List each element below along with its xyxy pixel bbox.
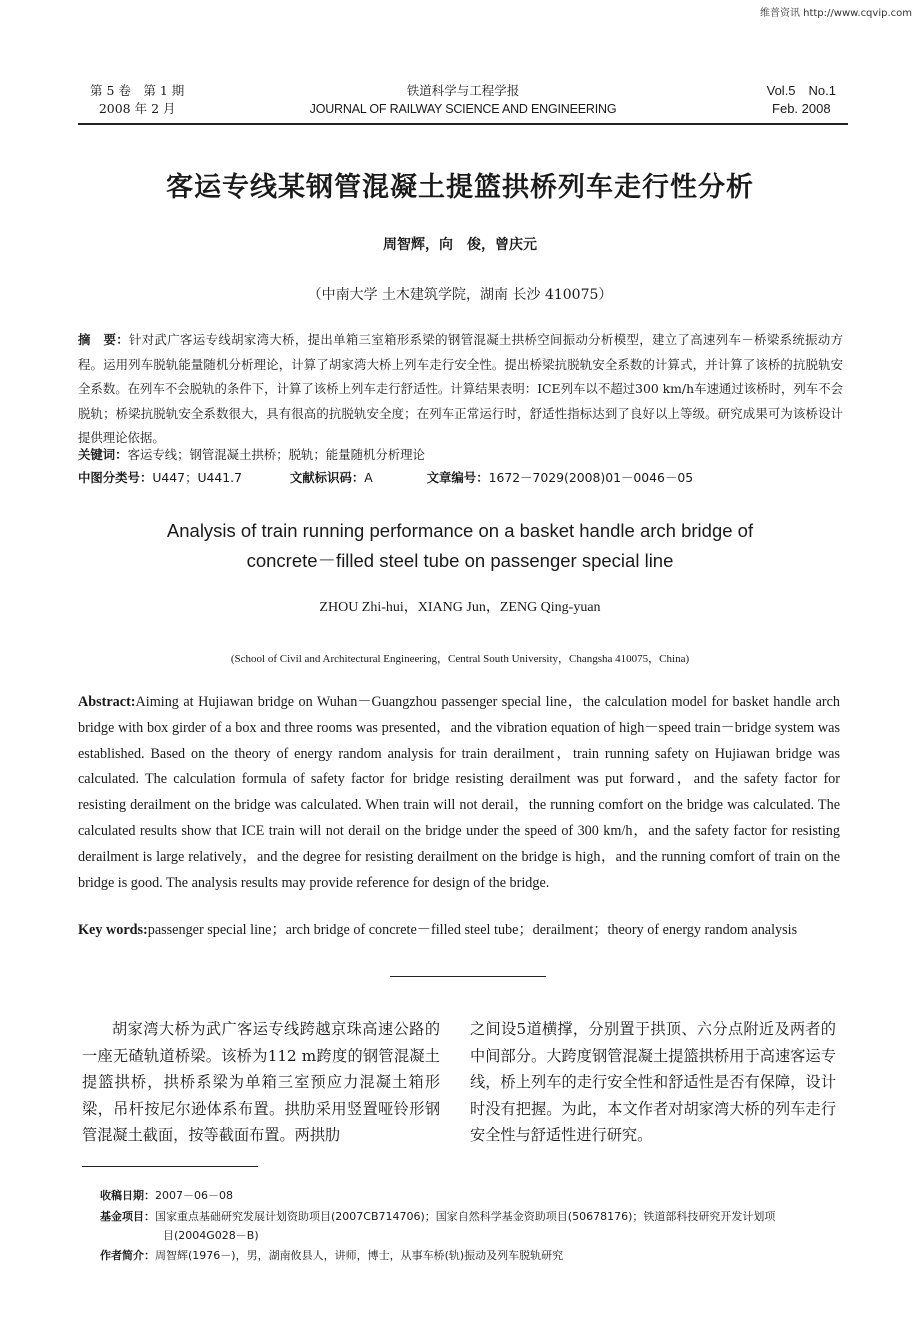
section-divider	[390, 976, 546, 977]
header-rule	[78, 123, 848, 125]
abstract-en-label: Abstract:	[78, 694, 136, 710]
fund-value-line2: 目(2004G028－B)	[163, 1229, 259, 1242]
article-no-label: 文章编号：	[426, 470, 489, 485]
keywords-cn-text: 客运专线；钢管混凝土拱桥；脱轨；能量随机分析理论	[127, 447, 425, 462]
header-center	[78, 82, 848, 118]
running-header	[78, 82, 848, 122]
abstract-en	[78, 690, 840, 896]
doc-code-value: A	[364, 470, 373, 485]
doc-code-label: 文献标识码：	[289, 470, 365, 485]
volume-cn: 第 5 卷 第 1 期	[90, 83, 185, 98]
authors-cn: 周智辉，向 俊，曾庆元	[383, 237, 537, 253]
footnote-author	[100, 1246, 840, 1265]
received-value: 2007－06－08	[155, 1189, 233, 1202]
watermark-url: 维普资讯 http://www.cqvip.com	[759, 8, 912, 19]
abstract-cn-text: 针对武广客运专线胡家湾大桥，提出单箱三室箱形系梁的钢管混凝土拱桥空间振动分析模型，建立了高速列车－桥梁系统振动方程。运用列车脱轨能量随机分析理论，计算了胡家湾大桥上列车走行安全性。提出桥梁抗脱轨安全系数的计算式，并计算了该桥的抗脱轨安全系数。在列车不会脱轨的条件下，计算了该桥上列车走行舒适性。计算结果表明：ICE列车以不超过300 km/h车速通过该桥时，列车不会脱轨；桥梁抗脱轨安全系数很大，具有很高的抗脱轨安全度；在列车正常运行时，舒适性指标达到了良好以上等级。研究成果可为该桥设计提供理论依据。	[78, 332, 844, 445]
abstract-cn	[78, 328, 843, 451]
paper-title-en	[0, 516, 920, 576]
keywords-en-text: passenger special line；arch bridge of concrete－filled steel tube；derailment；theory of energy random analysis	[147, 922, 798, 938]
footnote-rule	[82, 1166, 258, 1167]
journal-name-en: JOURNAL OF RAILWAY SCIENCE AND ENGINEERING	[309, 102, 617, 116]
paper-title-en-line1: Analysis of train running performance on a basket handle arch bridge of	[166, 520, 754, 541]
footnote-received	[100, 1186, 840, 1205]
date-en: Feb. 2008	[772, 101, 831, 116]
date-cn: 2008 年 2 月	[98, 101, 176, 116]
keywords-cn-label: 关键词：	[78, 447, 128, 462]
abstract-cn-label: 摘 要：	[78, 332, 130, 347]
clc-label: 中图分类号：	[78, 470, 153, 485]
affiliation-en: (School of Civil and Architectural Engineering，Central South University，Changsha 410075，China)	[230, 653, 690, 665]
article-no-value: 1672－7029(2008)01－0046－05	[488, 470, 694, 485]
body-column-right: 之间设5道横撑，分别置于拱顶、六分点附近及两者的中间部分。大跨度钢管混凝土提篮拱桥用于高速客运专线，桥上列车的走行安全性和舒适性是否有保障，设计时没有把握。为此，本文作者对胡家湾大桥的列车走行安全性与舒适性进行研究。	[470, 1020, 836, 1144]
footnote-fund	[100, 1207, 840, 1245]
keywords-cn	[78, 445, 425, 465]
authors-en: ZHOU Zhi-hui，XIANG Jun，ZENG Qing-yuan	[319, 600, 601, 615]
clc-value: U447；U441.7	[152, 470, 242, 485]
author-bio-label: 作者简介：	[100, 1249, 155, 1262]
abstract-en-text: Aiming at Hujiawan bridge on Wuhan－Guangzhou passenger special line，the calculation model for basket handle arch bridge with box girder of a box and three rooms was presented，and the vibration equation of high－speed train－bridge system was established. Based on the theory of energy random analysis for train derailment，train running safety on Hujiawan bridge was calculated. The calculation formula of safety factor for bridge resisting derailment was put forward，and the safety factor for resisting derailment on the bridge was calculated. When train will not derail，the running comfort on the bridge was calculated. The calculated results show that ICE train will not derail on the bridge under the speed of 300 km/h，and the safety factor for resisting derailment is large relatively，and the degree for resisting derailment on the bridge is high，and the running comfort of train on the bridge is good. The analysis results may provide reference for design of the bridge.	[78, 694, 840, 891]
received-label: 收稿日期：	[100, 1189, 155, 1202]
paper-title-en-line2: concrete－filled steel tube on passenger special line	[246, 550, 674, 571]
body-column-left: 胡家湾大桥为武广客运专线跨越京珠高速公路的一座无碴轨道桥梁。该桥为112 m跨度的钢管混凝土提篮拱桥，拱桥系梁为单箱三室预应力混凝土箱形梁，吊杆按尼尔逊体系布置。拱肋采用竖置哑铃形钢管混凝土截面，按等截面布置。两拱肋	[82, 1020, 440, 1144]
keywords-en-label: Key words:	[78, 922, 148, 938]
fund-label: 基金项目：	[100, 1210, 155, 1223]
header-right	[767, 82, 836, 118]
keywords-en	[78, 918, 840, 944]
affiliation-cn: （中南大学 土木建筑学院，湖南 长沙 410075）	[307, 287, 613, 303]
volume-en: Vol.5 No.1	[766, 83, 836, 98]
classification-line	[78, 468, 693, 488]
fund-value-line1: 国家重点基础研究发展计划资助项目(2007CB714706)；国家自然科学基金资助项目(50678176)；铁道部科技研究开发计划项	[155, 1210, 776, 1223]
author-bio-value: 周智辉(1976－)，男，湖南攸县人，讲师，博士，从事车桥(轨)振动及列车脱轨研究	[155, 1249, 564, 1262]
paper-title-cn: 客运专线某钢管混凝土提篮拱桥列车走行性分析	[166, 172, 754, 203]
journal-name-cn: 铁道科学与工程学报	[406, 83, 520, 98]
